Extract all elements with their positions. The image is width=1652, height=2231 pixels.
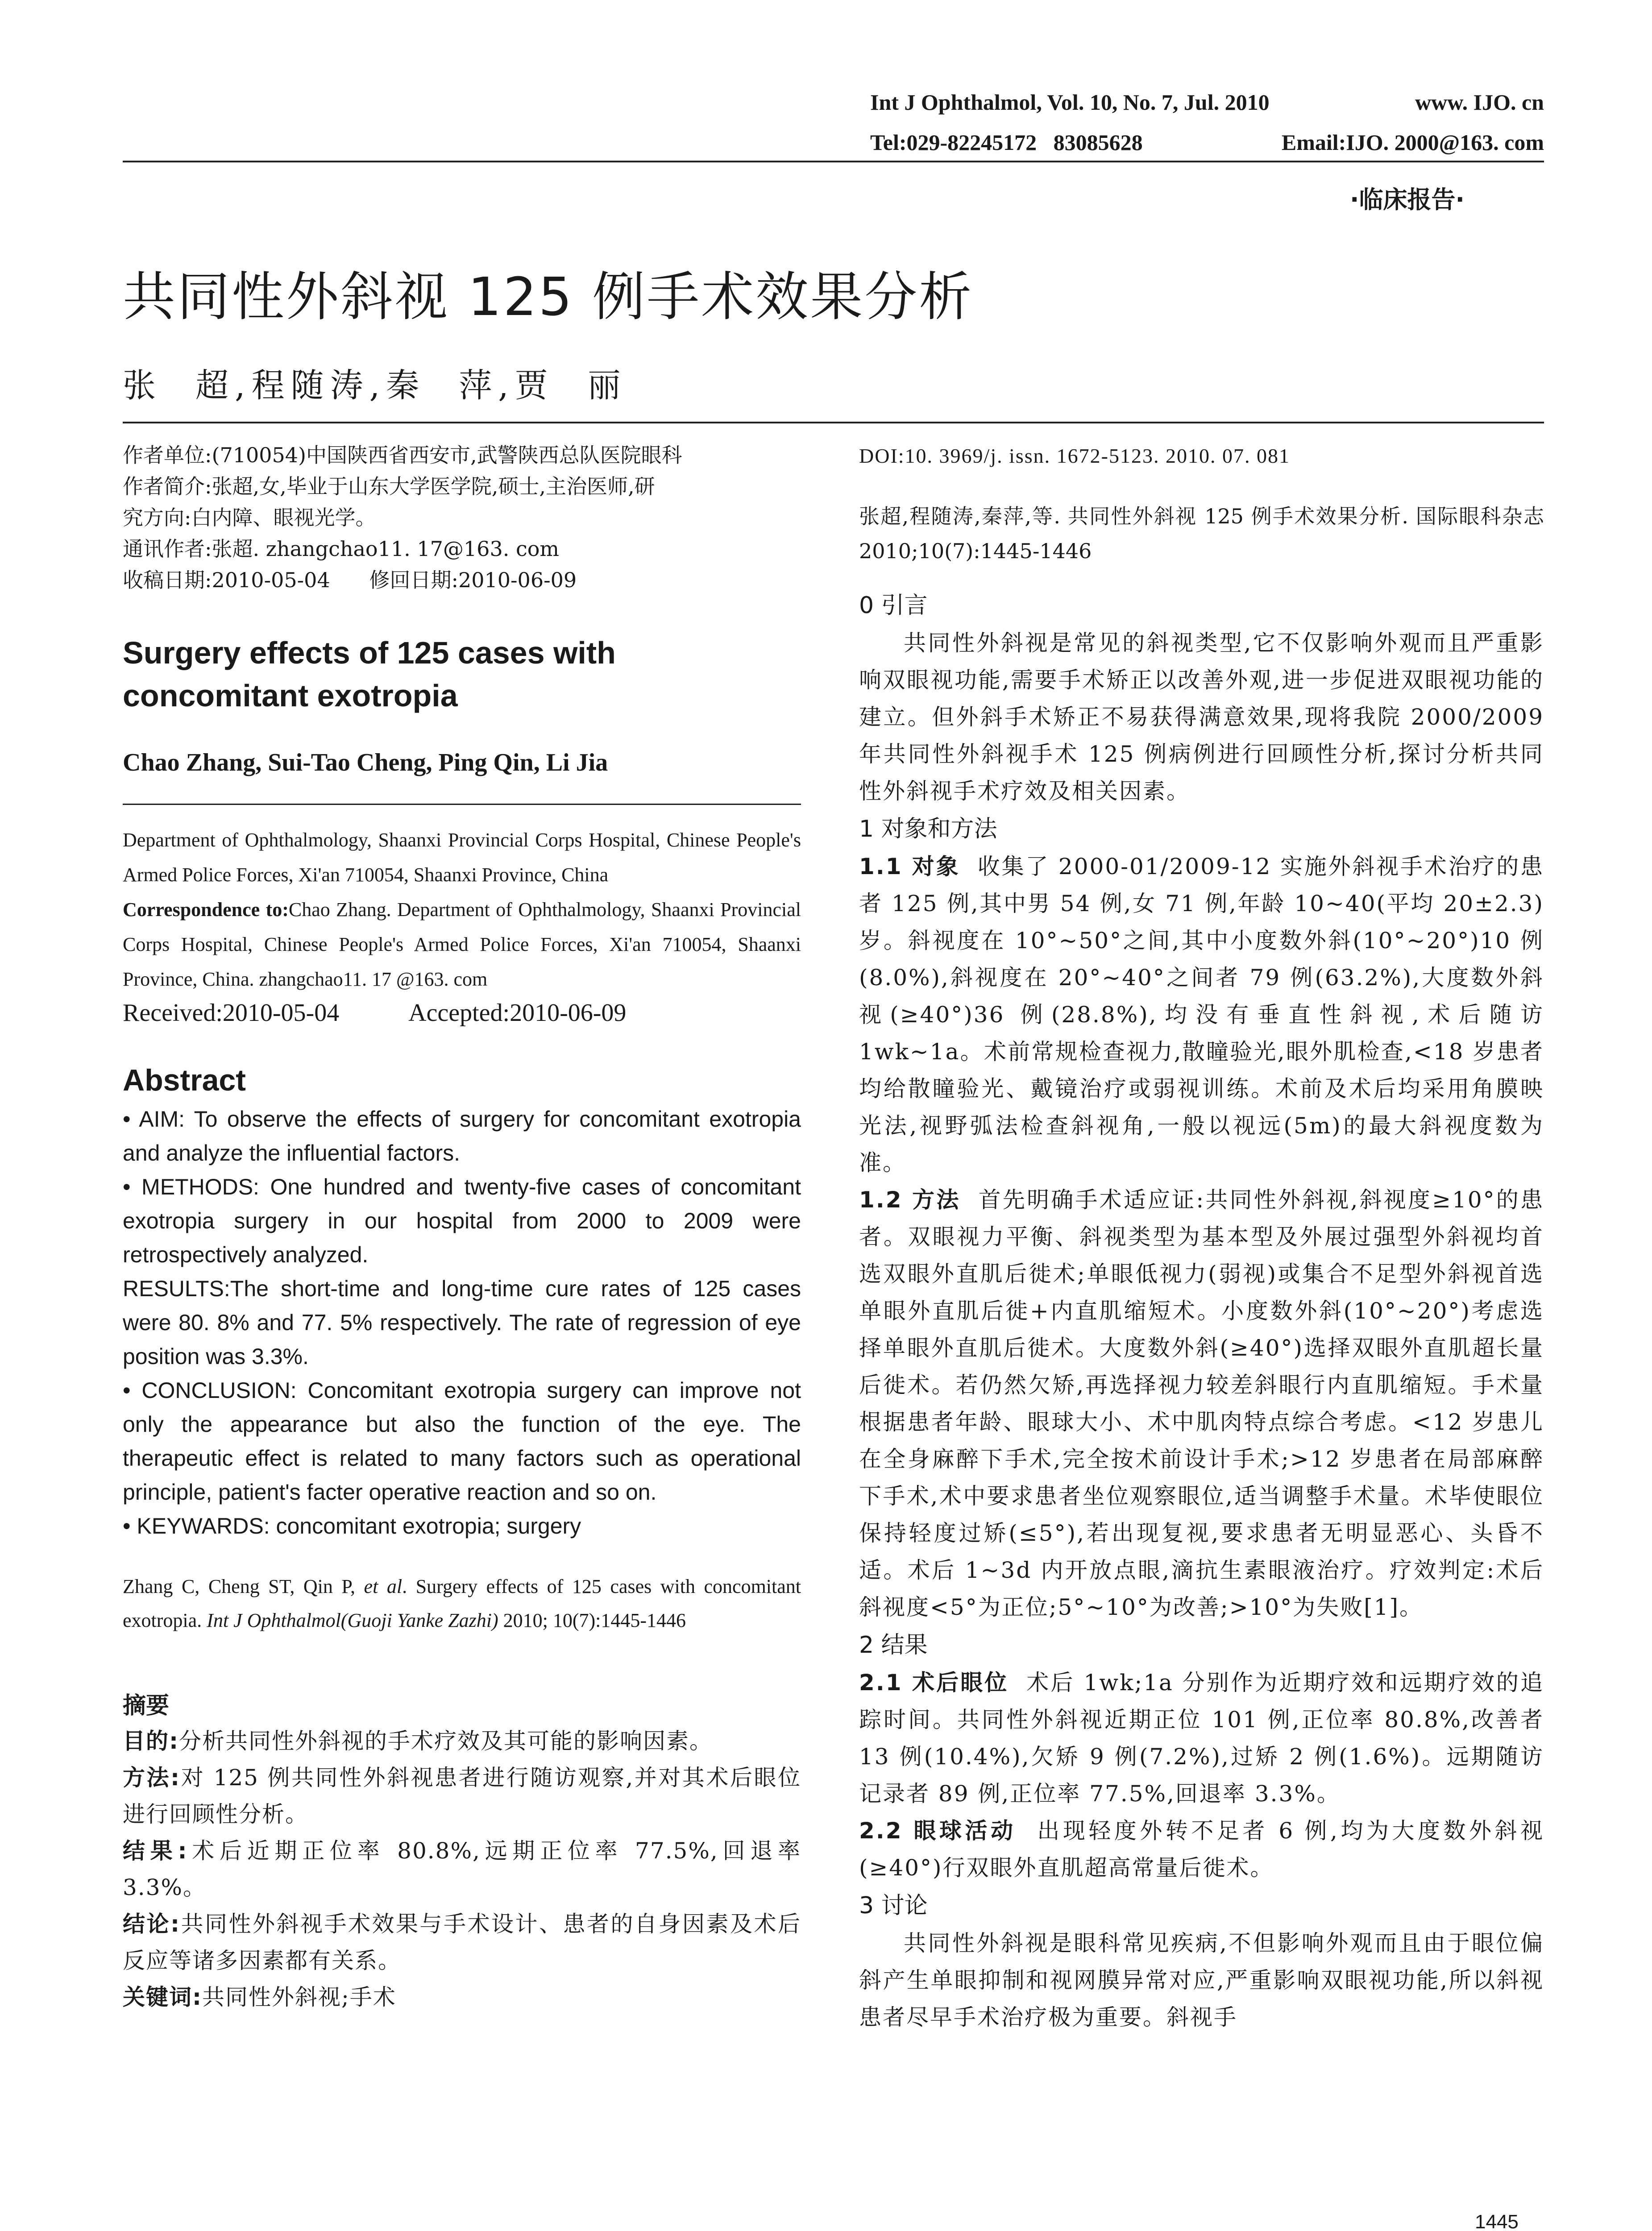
s12-text: 首先明确手术适应证:共同性外斜视,斜视度≥10°的患者。双眼视力平衡、斜视类型为基本型及外展过强型外斜视均首选双眼外直肌后徙术;单眼低视力(弱视)或集合不足型外斜视首选单眼外直肌后徙+内直肌缩短术。小度数外斜(10°~20°)考虑选择单眼外直肌后徙术。大度数外斜(≥40°)选择双眼外直肌超长量后徙术。若仍然欠矫,再选择视力较差斜眼行内直肌缩短。手术量根据患者年龄、眼球大小、术中肌肉特点综合考虑。<12 岁患儿在全身麻醉下手术,完全按术前设计手术;>12 岁患者在局部麻醉下手术,术中要求患者坐位观察眼位,适当调整手术量。术毕使眼位保持轻度过矫(≤5°),若出现复视,要求患者无明显恶心、头昏不适。术后 1~3d 内开放点眼,滴抗生素眼液治疗。疗效判定:术后斜视度<5°为正位;5°~10°为改善;>10°为失败[1]。 <box>859 1187 1544 1620</box>
author-info-line: 作者简介:张超,女,毕业于山东大学医学院,硕士,主治医师,研 <box>123 474 655 498</box>
results-heading: 2 结果 <box>859 1632 928 1659</box>
abstract-en <box>123 1102 801 1543</box>
right-column <box>859 444 1544 2036</box>
journal-email: Email:IJO. 2000@163. com <box>1281 130 1544 155</box>
abstract-keywords: • KEYWARDS: concomitant exotropia; surgery <box>123 1514 581 1538</box>
author-info-line: 收稿日期:2010-05-04 修回日期:2010-06-09 <box>123 568 577 592</box>
citation-volume: 2010; 10(7):1445-1446 <box>498 1609 686 1631</box>
department <box>123 823 801 997</box>
abstract-conclusion: • CONCLUSION: Concomitant exotropia surgery can improve not only the appearance but also the function of the eye. The therapeutic effect is related to many factors such as operational principle, patient's facter operative reaction and so on. <box>123 1378 801 1505</box>
page-title: 共同性外斜视 125 例手术效果分析 <box>123 266 974 328</box>
intro-paragraph: 共同性外斜视是常见的斜视类型,它不仅影响外观而且严重影响双眼视功能,需要手术矫正以改善外观,进一步促进双眼视功能的建立。但外斜手术矫正不易获得满意效果,现将我院 2000/2009 年共同性外斜视手术 125 例病例进行回顾性分析,探讨分析共同性外斜视手术疗效及相关因素。 <box>859 630 1544 804</box>
article-body <box>859 586 1544 2036</box>
author-info-line: 究方向:白内障、眼视光学。 <box>123 506 376 530</box>
abstract-cn-methods: 对 125 例共同性外斜视患者进行随访观察,并对其术后眼位进行回顾性分析。 <box>123 1765 801 1827</box>
discussion-heading: 3 讨论 <box>859 1892 928 1919</box>
citation-cn: 张超,程随涛,秦萍,等. 共同性外斜视 125 例手术效果分析. 国际眼科杂志 2010;10(7):1445-1446 <box>859 504 1544 563</box>
abstract-results: RESULTS:The short-time and long-time cure rates of 125 cases were 80. 8% and 77. 5% respectively. The rate of regression of eye position was 3.3%. <box>123 1276 801 1369</box>
page-number: 1445 <box>1475 2211 1519 2231</box>
correspondence-text: Chao Zhang. Department of Ophthalmology, Shaanxi Provincial Corps Hospital, Chinese People's Armed Police Forces, Xi'an 710054, Shaanxi Province, China. zhangchao11. 17 @163. com <box>123 899 801 990</box>
abstract-cn-aim: 分析共同性外斜视的手术疗效及其可能的影响因素。 <box>179 1728 713 1754</box>
s22-label: 2.2 眼球活动 <box>859 1818 1017 1844</box>
journal-tel: Tel:029-82245172 83085628 <box>870 130 1143 155</box>
abstract-cn-conclusion-label: 结论: <box>123 1911 180 1937</box>
s22-text: 出现轻度外转不足者 6 例,均为大度数外斜视(≥40°)行双眼外直肌超高常量后徙术。 <box>859 1818 1544 1881</box>
authors-rule <box>123 422 1544 423</box>
abstract-heading: Abstract <box>123 1063 246 1097</box>
department-text: Department of Ophthalmology, Shaanxi Provincial Corps Hospital, Chinese People's Armed Police Forces, Xi'an 710054, Shaanxi Province, China <box>123 829 801 886</box>
abstract-cn-keywords: 共同性外斜视;手术 <box>202 1984 396 2010</box>
discussion-paragraph: 共同性外斜视是眼科常见疾病,不但影响外观而且由于眼位偏斜产生单眼抑制和视网膜异常对应,严重影响双眼视功能,所以斜视患者尽早手术治疗极为重要。斜视手 <box>859 1930 1544 2030</box>
abstract-cn-conclusion: 共同性外斜视手术效果与手术设计、患者的自身因素及术后反应等诸多因素都有关系。 <box>123 1911 801 1974</box>
section-tag: ·临床报告· <box>1349 186 1465 214</box>
dates-en <box>123 999 801 1027</box>
abstract-aim: • AIM: To observe the effects of surgery for concomitant exotropia and analyze the influential factors. <box>123 1107 801 1165</box>
left-column <box>123 440 801 2015</box>
journal-header-line1 <box>870 89 1544 115</box>
author-info <box>123 440 801 596</box>
abstract-cn-keywords-label: 关键词: <box>123 1984 202 2010</box>
abstract-cn <box>123 1687 801 2015</box>
title-en: Surgery effects of 125 cases with concomitant exotropia <box>123 635 616 713</box>
citation-etal: et al <box>364 1576 403 1597</box>
abstract-cn-aim-label: 目的: <box>123 1728 179 1754</box>
abstract-cn-methods-label: 方法: <box>123 1765 181 1791</box>
s11-label: 1.1 对象 <box>859 854 960 879</box>
s12-label: 1.2 方法 <box>859 1187 961 1213</box>
accepted-date: Accepted:2010-06-09 <box>408 999 627 1027</box>
methods-heading: 1 对象和方法 <box>859 816 997 842</box>
header-rule <box>123 161 1544 162</box>
citation-title: . Surgery effects of 125 cases with concomitant exotropia. <box>123 1576 801 1631</box>
s21-text: 术后 1wk;1a 分别作为近期疗效和远期疗效的追踪时间。共同性外斜视近期正位 101 例,正位率 80.8%,改善者 13 例(10.4%),欠矫 9 例(7.2%),过矫 2 例(1.6%)。远期随访记录者 89 例,正位率 77.5%,回退率 3.3%。 <box>859 1670 1544 1807</box>
s11-text: 收集了 2000-01/2009-12 实施外斜视手术治疗的患者 125 例,其中男 54 例,女 71 例,年龄 10~40(平均 20±2.3)岁。斜视度在 10°~50°之间,其中小度数外斜(10°~20°)10 例(8.0%),斜视度在 20°~40°之间者 79 例(63.2%),大度数外斜视(≥40°)36 例(28.8%),均没有垂直性斜视,术后随访 1wk~1a。术前常规检查视力,散瞳验光,眼外肌检查,<18 岁患者均给散瞳验光、戴镜治疗或弱视训练。术前及术后均采用角膜映光法,视野弧法检查斜视角,一般以视远(5m)的最大斜视度数为准。 <box>859 854 1544 1176</box>
abstract-methods: • METHODS: One hundred and twenty-five cases of concomitant exotropia surgery in our hospital from 2000 to 2009 were retrospectively analyzed. <box>123 1174 801 1267</box>
abstract-cn-results: 术后近期正位率 80.8%,远期正位率 77.5%,回退率 3.3%。 <box>123 1838 801 1900</box>
author-info-line: 通讯作者:张超. zhangchao11. 17@163. com <box>123 537 560 561</box>
doi: DOI:10. 3969/j. issn. 1672-5123. 2010. 07. 081 <box>859 444 1290 467</box>
author-info-line: 作者单位:(710054)中国陕西省西安市,武警陕西总队医院眼科 <box>123 443 682 467</box>
abstract-cn-results-label: 结果: <box>123 1838 188 1864</box>
journal-info: Int J Ophthalmol, Vol. 10, No. 7, Jul. 2010 <box>870 90 1270 115</box>
intro-heading: 0 引言 <box>859 592 928 619</box>
correspondence-label: Correspondence to: <box>123 899 289 921</box>
authors-en-rule <box>123 804 801 805</box>
journal-header-line2 <box>870 129 1544 155</box>
authors-cn: 张 超,程随涛,秦 萍,贾 丽 <box>123 366 627 405</box>
s21-label: 2.1 术后眼位 <box>859 1670 1009 1696</box>
citation-en <box>123 1570 801 1638</box>
journal-website: www. IJO. cn <box>1415 90 1544 115</box>
abstract-cn-heading: 摘要 <box>123 1692 170 1719</box>
citation-journal: Int J Ophthalmol(Guoji Yanke Zazhi) <box>207 1609 498 1631</box>
received-date: Received:2010-05-04 <box>123 999 340 1027</box>
citation-authors: Zhang C, Cheng ST, Qin P, <box>123 1576 364 1597</box>
authors-en: Chao Zhang, Sui-Tao Cheng, Ping Qin, Li Jia <box>123 749 608 776</box>
